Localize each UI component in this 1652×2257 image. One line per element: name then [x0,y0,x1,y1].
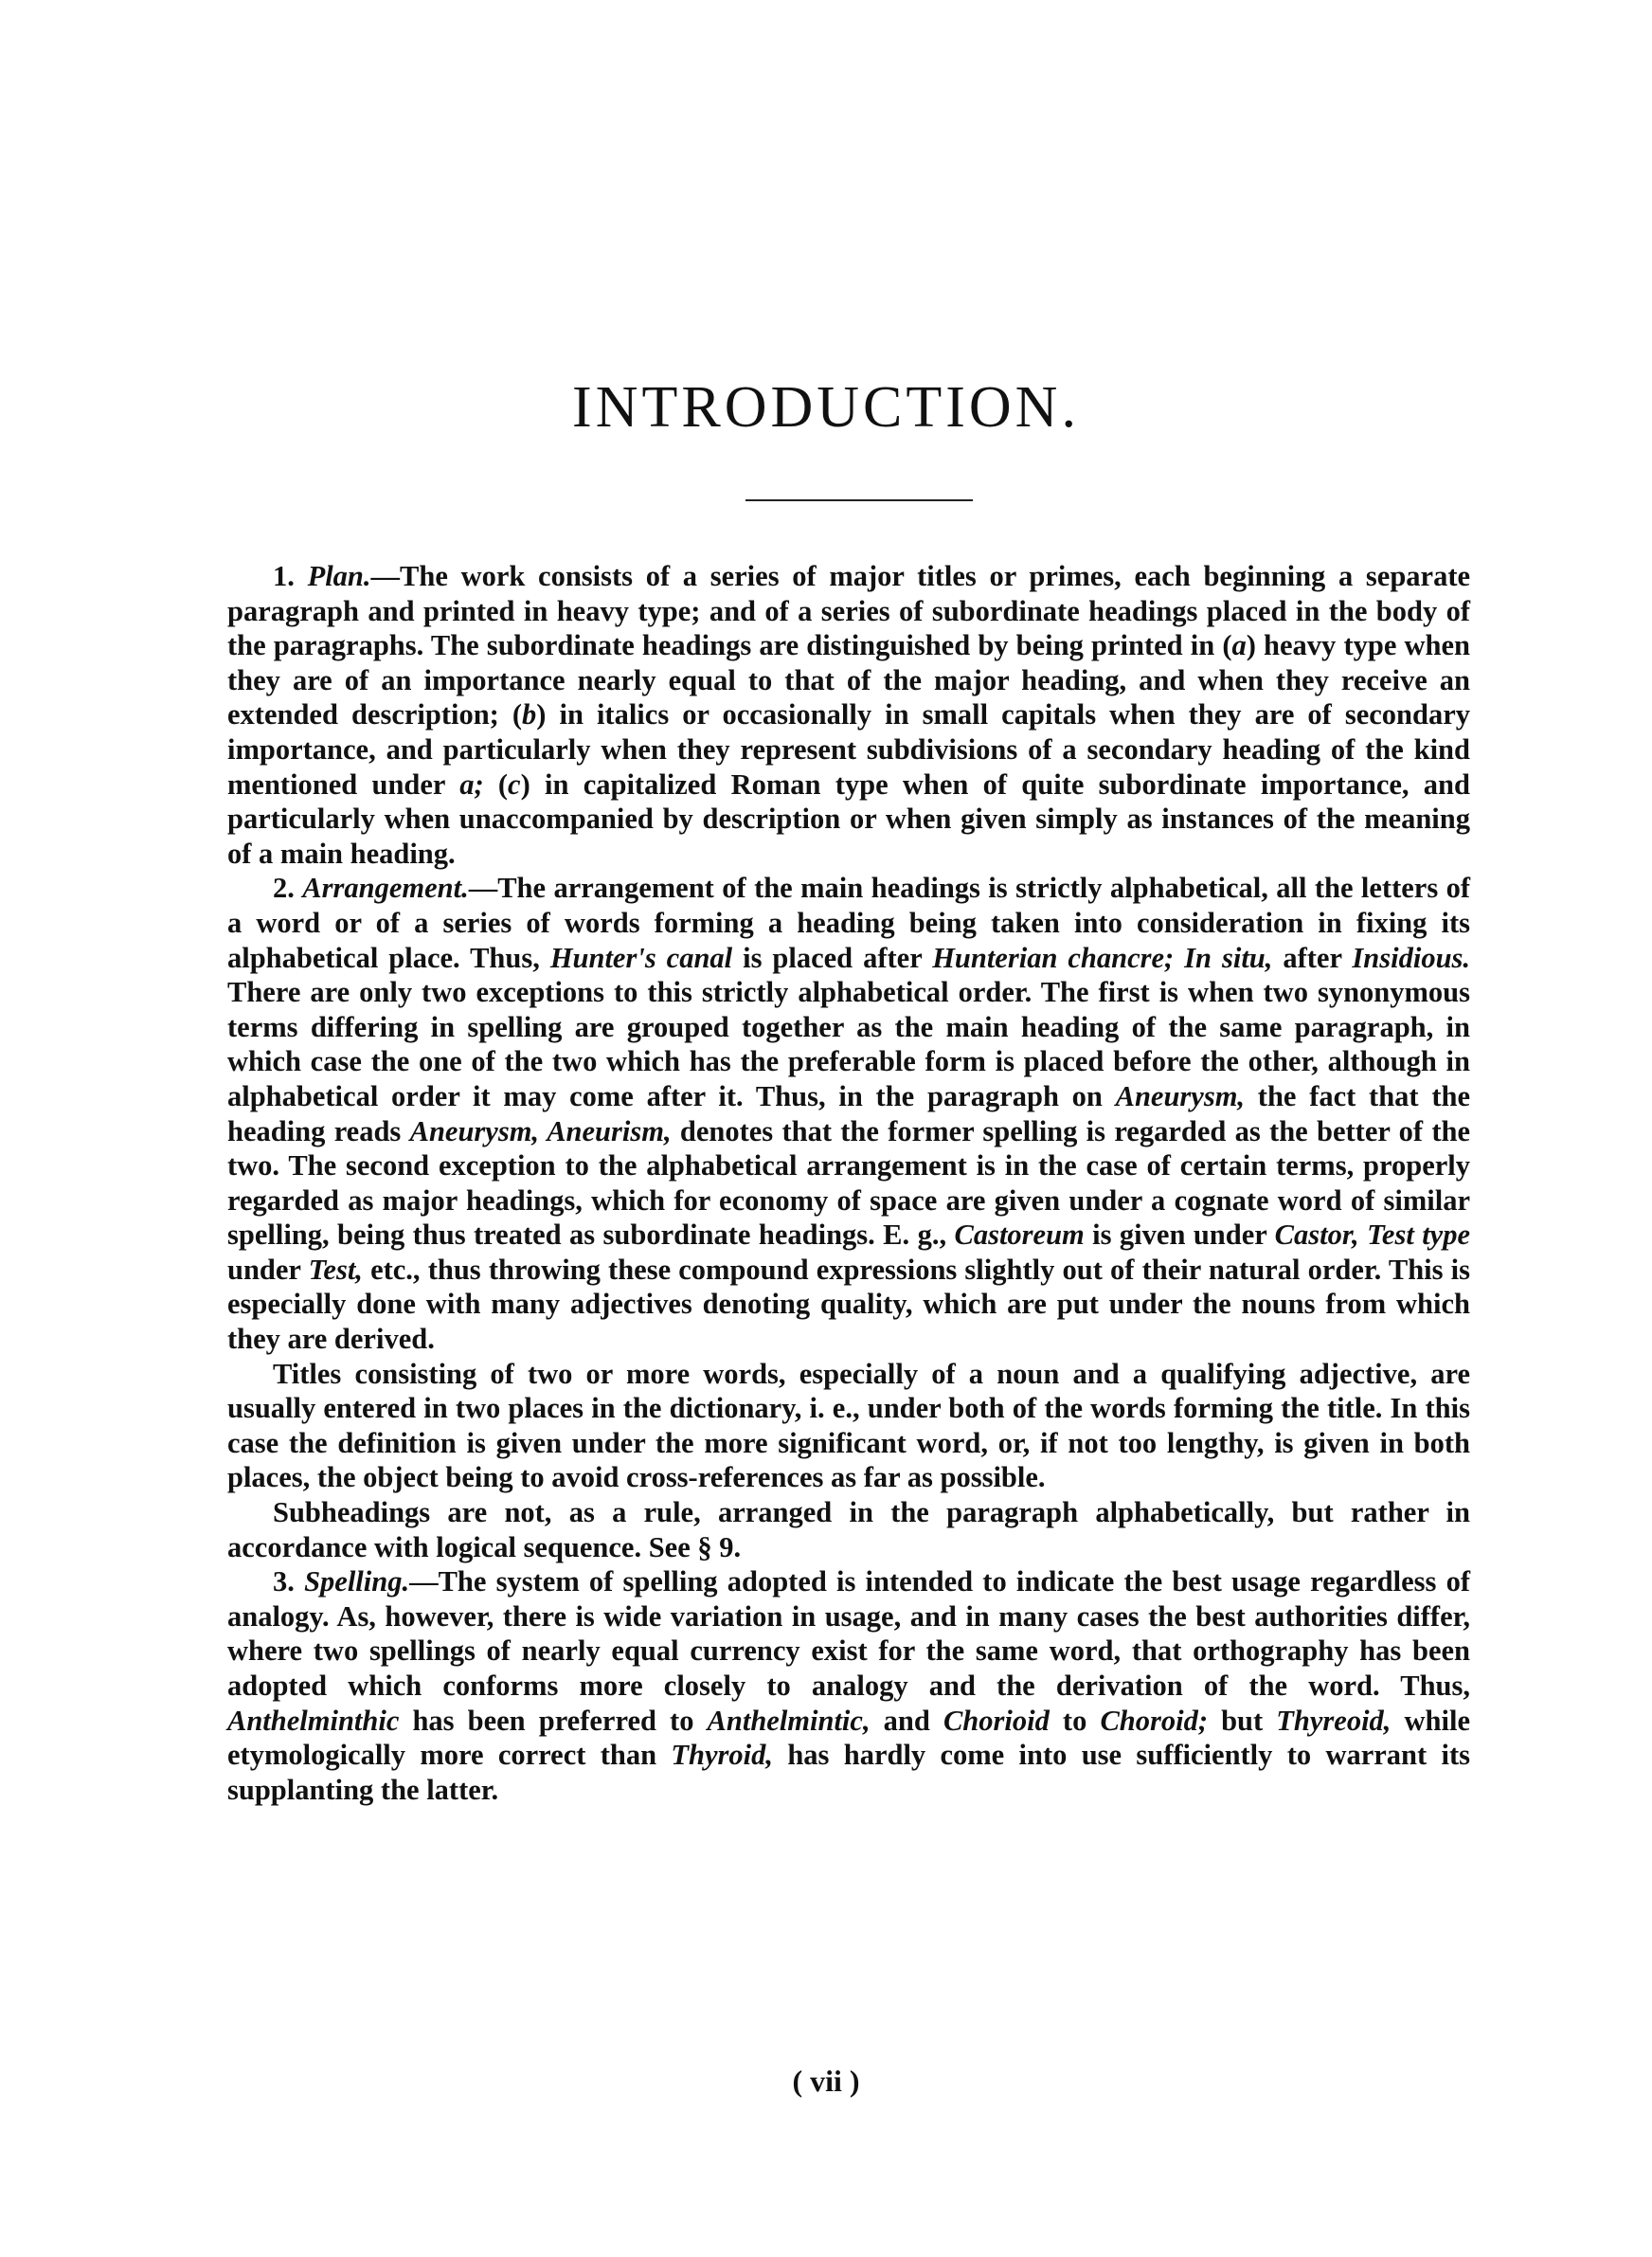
section-heading: Spelling. [304,1565,410,1598]
section-number: 1. [273,560,295,592]
paragraph-plan: 1. Plan.—The work consists of a series of major titles or primes, each beginning a separate paragraph and printed in heavy type; and of a series of subordinate headings placed in the body of the paragraphs. The subordinate headings are distinguished by being printed in (a) heavy type when they are of an importance nearly equal to that of the major heading, and when they receive an extended description; (b) in italics or occasionally in small capitals when they are of secondary importance, and particularly when they represent subdivisions of a secondary heading of the kind mentioned under a; (c) in capitalized Roman type when of quite subordinate importance, and particularly when unaccompanied by description or when given simply as instances of the meaning of a main heading. [227,560,1471,870]
section-number: 3. [273,1565,295,1598]
paragraph-arrangement: 2. Arrangement.—The arrangement of the main headings is strictly alphabetical, all the letters of a word or of a series of words forming a heading being taken into consideration in fixing its alphabetical place. Thus, Hunter's canal is placed after Hunterian chancre; In situ, after Insidious. There are only two exceptions to this strictly alphabetical order. The first is when two synonymous terms differing in spelling are grouped together as the main heading of the same paragraph, in which case the one of the two which has the preferable form is placed before the other, although in alphabetical order it may come after it. Thus, in the paragraph on Aneurysm, the fact that the heading reads Aneurysm, Aneurism, denotes that the former spelling is regarded as the better of the two. The second exception to the alphabetical arrangement is in the case of certain terms, properly regarded as major headings, which for economy of space are given under a cognate word of similar spelling, being thus treated as subordinate headings. E. g., Castoreum is given under Castor, Test type under Test, etc., thus throwing these compound expressions slightly out of their natural order. This is especially done with many adjectives denoting quality, which are put under the nouns from which they are derived. [227,872,1471,1356]
page-number: ( vii ) [792,2064,860,2098]
section-heading: Arrangement. [302,872,469,905]
paragraph-spelling: 3. Spelling.—The system of spelling adopted is intended to indicate the best usage regardless of analogy. As, however, there is wide variation in usage, and in many cases the best authorities differ, where two spellings of nearly equal currency exist for the same word, that orthography has been adopted which conforms more closely to analogy and the derivation of the word. Thus, Anthelminthic has been preferred to Anthelmintic, and Chorioid to Choroid; but Thyreoid, while etymologically more correct than Thyroid, has hardly come into use sufficiently to warrant its supplanting the latter. [227,1565,1470,1806]
page-title: INTRODUCTION. [572,375,1080,440]
title-divider [745,499,973,501]
body-text [227,559,1470,1807]
paragraph-subheadings: Subheadings are not, as a rule, arranged in the paragraph alphabetically, but rather in accordance with logical sequence. See § 9. [227,1496,1470,1563]
section-number: 2. [273,872,295,905]
section-heading: Plan. [307,560,371,592]
paragraph-titles: Titles consisting of two or more words, especially of a noun and a qualifying adjective, are usually entered in two places in the dictionary, i. e., under both of the words forming the title. In this case the definition is given under the more significant word, or, if not too lengthy, is given in both places, the object being to avoid cross-references as far as possible. [227,1357,1470,1494]
